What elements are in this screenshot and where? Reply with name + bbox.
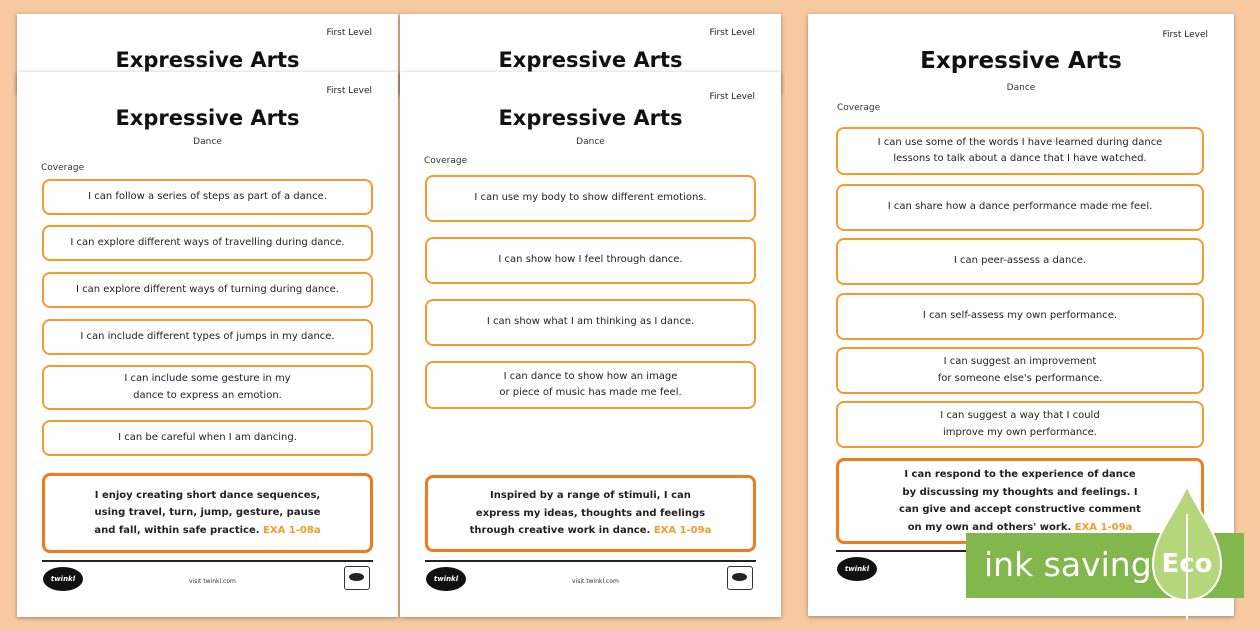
level-label: First Level xyxy=(326,28,372,38)
outcome-text: I enjoy creating short dance sequences, using travel, turn, jump, gesture, pause and fall, within safe practice. xyxy=(94,489,321,536)
sheet-title: Expressive Arts xyxy=(115,106,300,130)
coverage-label: Coverage xyxy=(424,156,468,166)
sheet-subtitle: Dance xyxy=(576,137,605,147)
level-label: First Level xyxy=(1162,30,1208,40)
statement-box: I can follow a series of steps as part of a dance. xyxy=(42,179,373,215)
statement-box: I can include some gesture in my dance to express an emotion. xyxy=(42,365,373,410)
statement-box: I can be careful when I am dancing. xyxy=(42,420,373,456)
sheet-title: Expressive Arts xyxy=(498,106,683,130)
footer-badge-icon xyxy=(727,566,753,590)
footer-line xyxy=(42,560,373,562)
footer-line xyxy=(425,560,756,562)
footer-badge-icon xyxy=(344,566,370,590)
statement-box: I can peer-assess a dance. xyxy=(836,238,1204,285)
sheet-subtitle: Dance xyxy=(193,137,222,147)
sheet-title: Expressive Arts xyxy=(920,48,1122,74)
worksheet-left xyxy=(17,72,398,617)
statement-box: I can suggest a way that I could improve my own performance. xyxy=(836,401,1204,448)
statement-box: I can share how a dance performance made me feel. xyxy=(836,184,1204,231)
eco-badge-text: Eco xyxy=(1161,549,1213,579)
sheet-title: Expressive Arts xyxy=(498,48,683,72)
worksheet-middle xyxy=(400,72,781,617)
outcome-code: EXA 1-08a xyxy=(263,524,321,536)
level-label: First Level xyxy=(709,28,755,38)
outcome-box xyxy=(425,475,756,552)
statement-box: I can self-assess my own performance. xyxy=(836,293,1204,340)
statement-box: I can explore different ways of turning during dance. xyxy=(42,272,373,308)
statement-box: I can use some of the words I have learned during dance lessons to talk about a dance that I have watched. xyxy=(836,127,1204,175)
statement-box: I can include different types of jumps in my dance. xyxy=(42,319,373,355)
footer-line xyxy=(836,550,986,552)
ink-saving-label: ink saving xyxy=(984,545,1152,584)
statement-box: I can use my body to show different emotions. xyxy=(425,175,756,222)
sheet-title: Expressive Arts xyxy=(115,48,300,72)
statement-box: I can suggest an improvement for someone else's performance. xyxy=(836,347,1204,394)
coverage-label: Coverage xyxy=(837,103,881,113)
statement-box: I can explore different ways of travelling during dance. xyxy=(42,225,373,261)
twinkl-logo: twinkl xyxy=(426,567,466,591)
outcome-code: EXA 1-09a xyxy=(653,525,712,537)
level-label: First Level xyxy=(326,86,372,96)
twinkl-logo: twinkl xyxy=(43,567,83,591)
outcome-box xyxy=(42,473,373,553)
statement-box: I can show what I am thinking as I dance. xyxy=(425,299,756,346)
outcome-text: I can respond to the experience of dance by discussing my thoughts and feelings. I can give and accept constructive comment on my own and others' work. xyxy=(899,469,1141,533)
statement-box: I can show how I feel through dance. xyxy=(425,237,756,284)
outcome-code: EXA 1-09a xyxy=(1074,521,1133,533)
statement-box: I can dance to show how an image or piece of music has made me feel. xyxy=(425,361,756,409)
level-label: First Level xyxy=(709,92,755,102)
eco-leaf-icon xyxy=(1147,484,1227,624)
footer-url: visit twinkl.com xyxy=(189,578,236,585)
sheet-subtitle: Dance xyxy=(1006,83,1036,93)
coverage-label: Coverage xyxy=(41,163,85,173)
outcome-text: Inspired by a range of stimuli, I can express my ideas, thoughts and feelings through creative work in dance. xyxy=(469,490,706,537)
twinkl-logo: twinkl xyxy=(837,557,877,581)
footer-url: visit twinkl.com xyxy=(572,578,619,585)
